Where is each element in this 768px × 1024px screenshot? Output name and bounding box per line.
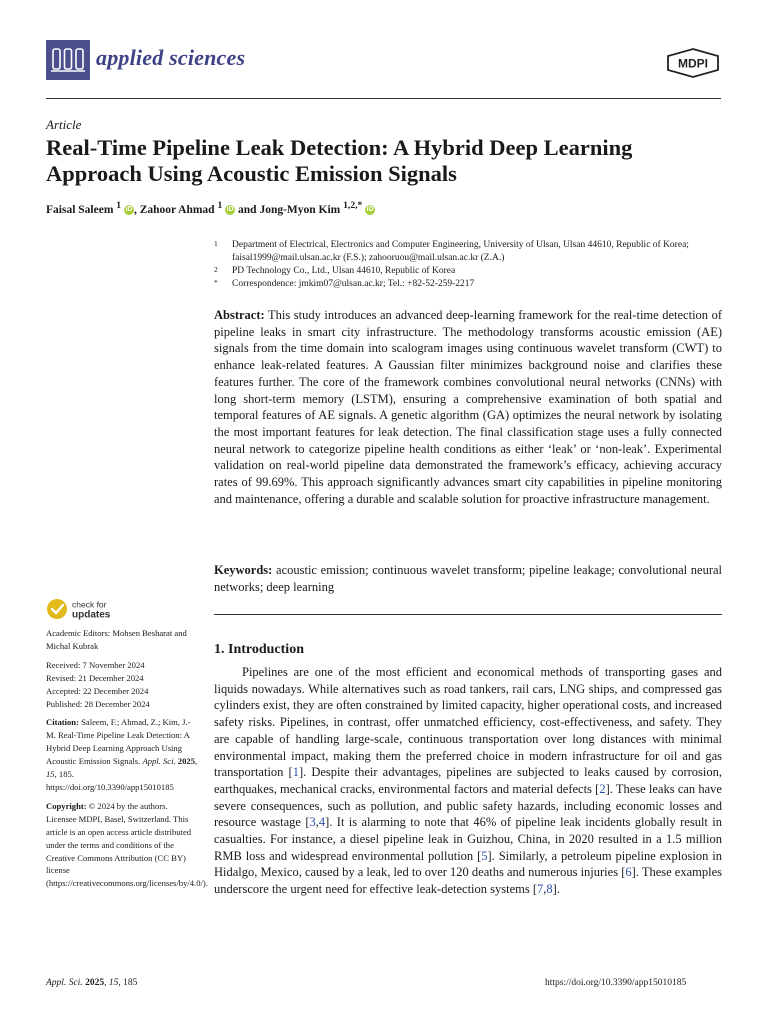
affiliation-number: 2 — [214, 265, 218, 274]
abstract-label: Abstract: — [214, 308, 265, 322]
keywords-text: acoustic emission; continuous wavelet transform; pipeline leakage; convolutional neural networks; deep learning — [214, 563, 723, 594]
affiliation-text: PD Technology Co., Ltd., Ulsan 44610, Republic of Korea — [232, 266, 456, 276]
journal-logo-icon — [46, 40, 90, 80]
paragraph-text: , — [315, 815, 319, 830]
affiliation-text: Department of Electrical, Electronics and Computer Engineering, University of Ulsan, Ulsan 44610, Republic of Korea; faisal1999@mail.ulsan.ac.kr (F.S.); zahooruou@mail.ulsan.ac.kr (Z.A.) — [232, 240, 689, 263]
paragraph-text: ]. Similarly, a petroleum pipeline explosion in Hidalgo, Mexico, caused by a leak, led to over 120 deaths and numerous injuries [ — [214, 848, 723, 880]
date-published: Published: 28 December 2024 — [46, 698, 150, 709]
author-list — [46, 200, 375, 216]
check-for-label: check for — [72, 599, 107, 610]
paragraph-text: , — [543, 882, 547, 897]
citation-link[interactable]: 3 — [309, 815, 316, 830]
affiliation-item — [214, 265, 724, 278]
citation: Citation: Saleem, F.; Ahmad, Z.; Kim, J.-M. Real-Time Pipeline Leak Detection: A Hybrid Deep Learning Approach Using Acoustic Emission Signals. Appl. Sci. 2025, 15, 185. https://doi.org/10.3390/app15010185 — [46, 717, 198, 792]
affiliation-number: * — [214, 278, 218, 287]
paragraph-text: ]. Despite their advantages, pipelines are subjected to leaks caused by corrosion, earthquakes, mechanical cracks, environmental factors and material defects [ — [214, 765, 722, 796]
date-revised: Revised: 21 December 2024 — [46, 672, 144, 683]
citation-link[interactable]: 4 — [318, 815, 326, 830]
author-separator: and — [235, 203, 260, 216]
abstract-text: This study introduces an advanced deep-learning framework for the real-time detection of pipeline leaks in smart city infrastructure. The methodology transforms acoustic emission (AE) signals from the time domain into scalogram images using continuous wavelet transform (CWT) to enhance leak-related features. A Gaussian filter minimizes background noise and clarifies these features further. The core of the framework combines convolutional neural networks (CNNs) with long short-term memory (LSTM), ensuring a comprehensive examination of both spatial and temporal features of AE signals. A genetic algorithm (GA) optimizes the neural network by isolating the most important features for leak detection. The final classification stage uses a fully connected neural network to categorize pipeline health conditions as either ‘leak’ or ‘non-leak’. Experimental validation on real-world pipeline data demonstrated the framework’s efficacy, achieving accuracy rates of 99.69%. This approach significantly advances smart city capabilities in pipeline monitoring and maintenance, offering a durable and scalable solution for proactive infrastructure management. — [214, 308, 722, 506]
paragraph-text: ]. These leaks can have severe consequences, such as pollution, and public safety hazards, including economic losses and resource wastage [ — [214, 781, 722, 830]
footer-page: 185 — [123, 978, 138, 988]
check-for-updates-icon — [47, 599, 67, 619]
copyright — [46, 800, 208, 890]
section-heading: 1. Introduction — [214, 642, 304, 657]
author-separator: , — [133, 203, 140, 216]
affiliation-number: 1 — [214, 239, 218, 248]
publisher-logo-text: MDPI — [678, 56, 708, 71]
sidebar — [46, 627, 208, 896]
citation-link[interactable]: 8 — [546, 882, 553, 897]
orcid-icon[interactable]: iD — [226, 206, 234, 214]
citation-pages-doi[interactable]: 185. https://doi.org/10.3390/app15010185 — [46, 769, 174, 792]
author-affiliation-mark: 1,2,* — [343, 200, 363, 211]
citation-volume: 15 — [46, 769, 55, 780]
footer-citation: Appl. Sci. 2025, 15, 185 — [46, 978, 138, 988]
author-name[interactable]: Jong-Myon Kim — [259, 203, 341, 216]
paragraph-text: ]. These examples underscore the urgent need for effective leak-detection systems [ — [214, 865, 722, 897]
date-received: Received: 7 November 2024 — [46, 659, 145, 670]
footer-year: 2025 — [85, 978, 105, 988]
keywords-divider — [214, 614, 722, 615]
citation-link[interactable]: 2 — [599, 781, 606, 796]
footer-doi-link[interactable]: https://doi.org/10.3390/app15010185 — [545, 978, 687, 988]
affiliation-item — [214, 239, 724, 265]
affiliation-item — [214, 278, 724, 291]
copyright-text: © 2024 by the authors. Licensee MDPI, Basel, Switzerland. This article is an open access article distributed under the terms and conditions of the Creative Commons Attribution (CC BY) license (https://creativecommons.org/licenses/by/4.0/). — [46, 800, 208, 889]
affiliations — [214, 239, 724, 291]
check-for-updates-badge[interactable] — [46, 598, 166, 620]
footer-volume: 15 — [108, 978, 119, 988]
journal-name: applied sciences — [96, 45, 246, 70]
citation-journal: Appl. Sci. — [142, 756, 176, 767]
orcid-icon[interactable]: iD — [125, 206, 133, 214]
keywords-label: Keywords: — [214, 563, 273, 577]
paragraph-text: ]. It is alarming to note that 46% of pipeline leak incidents globally result in casualties. For instance, a diesel pipeline leak in Guizhou, China, in 2020 resulted in a 1.5 million RMB loss and widespread environmental pollution [ — [214, 815, 722, 863]
updates-label: updates — [72, 609, 111, 620]
abstract — [214, 307, 722, 507]
paragraph-text: ]. — [552, 882, 560, 897]
orcid-icon[interactable]: iD — [366, 206, 374, 214]
paragraph-text: Pipelines are one of the most efficient and economical methods of transporting gases and liquids nowadays. While alternatives such as road tankers, rail cars, LNG ships, and compressed gas cylinders exist, they are often constrained by limited capacity, higher operational costs, and increased safety risks. Pipelines, in contrast, offer unmatched efficiency, cost-effectiveness, and safety. They are capable of handling large-scale, continuous transportation over long distances with minimal environmental impact, making them the preferred choice in modern infrastructure for oil and gas transportation [ — [214, 665, 722, 780]
affiliation-text: Correspondence: jmkim07@ulsan.ac.kr; Tel.: +82-52-259-2217 — [232, 279, 475, 289]
keywords — [214, 562, 722, 595]
author-affiliation-mark: 1 — [116, 200, 122, 211]
article-type: Article — [46, 117, 82, 132]
article-title: Real-Time Pipeline Leak Detection: A Hybrid Deep Learning Approach Using Acoustic Emission Signals — [46, 135, 633, 186]
header-divider — [46, 98, 721, 99]
date-accepted: Accepted: 22 December 2024 — [46, 685, 149, 696]
academic-editors: Academic Editors: Mohsen Besharat and Michal Kubrak — [46, 628, 187, 651]
author-name[interactable]: Faisal Saleem — [46, 203, 114, 216]
mdpi-logo — [666, 48, 720, 78]
citation-text: Saleem, F.; Ahmad, Z.; Kim, J.-M. Real-Time Pipeline Leak Detection: A Hybrid Deep Learning Approach Using Acoustic Emission Signals. — [46, 717, 191, 767]
footer-journal: Appl. Sci. — [46, 978, 83, 988]
author-name[interactable]: Zahoor Ahmad — [139, 203, 215, 216]
copyright-label: Copyright: — [46, 800, 87, 811]
introduction-paragraph — [214, 664, 722, 898]
citation-link[interactable]: 6 — [625, 865, 632, 880]
citation-link[interactable]: 5 — [481, 848, 488, 863]
citation-link[interactable]: 1 — [292, 765, 299, 780]
author-affiliation-mark: 1 — [217, 200, 223, 211]
citation-year: 2025 — [177, 756, 195, 767]
citation-label: Citation: — [46, 717, 79, 728]
citation-link[interactable]: 7 — [537, 882, 544, 897]
